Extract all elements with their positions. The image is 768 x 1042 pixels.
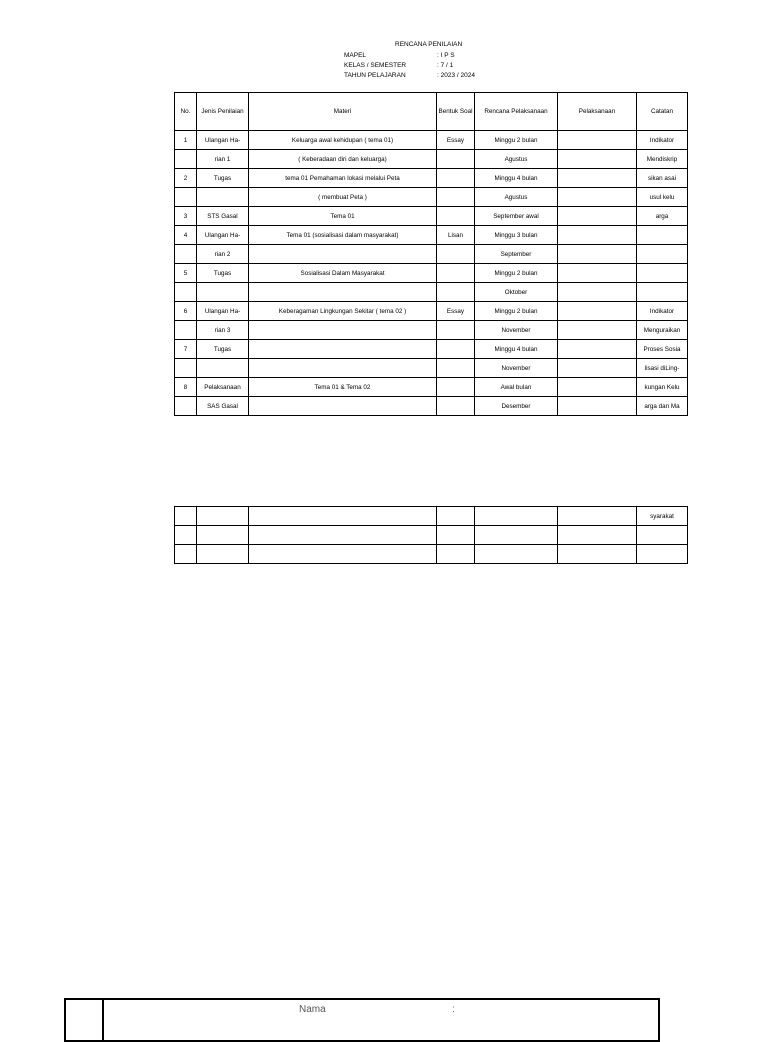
table-cell [637, 526, 688, 545]
table-cell [249, 283, 437, 302]
table-cell [558, 545, 637, 564]
document-title: RENCANA PENILAIAN [395, 41, 463, 48]
table-cell: Awal bulan [475, 378, 558, 397]
table-cell: Mendiskrip [637, 150, 688, 169]
table-cell [175, 507, 197, 526]
table-cell [197, 545, 249, 564]
table-cell [197, 526, 249, 545]
table-cell [437, 321, 475, 340]
column-header-pelaksanaan: Pelaksanaan [558, 93, 637, 131]
table-cell: Agustus [475, 150, 558, 169]
table-cell: Tugas [197, 264, 249, 283]
table-cell: Indikator [637, 131, 688, 150]
table-header-row [175, 93, 688, 131]
table-cell [558, 226, 637, 245]
table-cell [558, 302, 637, 321]
table-cell: Minggu 2 bulan [475, 131, 558, 150]
assessment-plan-table [174, 92, 688, 416]
table-cell: Minggu 2 bulan [475, 264, 558, 283]
table-cell [437, 283, 475, 302]
table-cell [558, 378, 637, 397]
table-cell [437, 378, 475, 397]
table-cell: Tugas [197, 340, 249, 359]
table-cell [197, 283, 249, 302]
table-cell [637, 245, 688, 264]
table-cell: tema 01 Pemahaman lokasi melalui Peta [249, 169, 437, 188]
table-cell: 6 [175, 302, 197, 321]
table-row [175, 507, 688, 526]
table-cell: Desember [475, 397, 558, 416]
table-cell [637, 283, 688, 302]
table-cell: Minggu 4 bulan [475, 340, 558, 359]
column-header-materi: Materi [249, 93, 437, 131]
table-cell: rian 1 [197, 150, 249, 169]
table-cell: Pelaksanaan [197, 378, 249, 397]
table-cell [175, 545, 197, 564]
table-cell: Sosialisasi Dalam Masyarakat [249, 264, 437, 283]
tahun-pelajaran-value: : 2023 / 2024 [437, 72, 475, 79]
column-header-bentuk-soal: Bentuk Soal [437, 93, 475, 131]
kelas-semester-value: : 7 / 1 [437, 62, 454, 69]
kelas-semester-label: KELAS / SEMESTER [344, 62, 407, 69]
table-cell [558, 321, 637, 340]
table-cell: Minggu 2 bulan [475, 302, 558, 321]
table-cell [558, 150, 637, 169]
table-cell [437, 169, 475, 188]
table-row [175, 545, 688, 564]
table-cell: SAS Gasal [197, 397, 249, 416]
name-colon: : [452, 1004, 455, 1015]
table-cell [175, 359, 197, 378]
table-cell: usul kelu [637, 188, 688, 207]
table-cell: ( Keberadaan diri dan keluarga) [249, 150, 437, 169]
table-cell: Menguraikan [637, 321, 688, 340]
column-header-catatan: Catatan [637, 93, 688, 131]
table-cell [437, 359, 475, 378]
table-cell: Tema 01 (sosialisasi dalam masyarakat) [249, 226, 437, 245]
table-cell [175, 150, 197, 169]
table-cell: Lisan [437, 226, 475, 245]
table-cell: Keberagaman Lingkungan Sekitar ( tema 02 ) [249, 302, 437, 321]
table-cell [249, 526, 437, 545]
table-body [175, 131, 688, 416]
table-cell: September awal [475, 207, 558, 226]
table-cell: 1 [175, 131, 197, 150]
table-cell: Ulangan Ha- [197, 302, 249, 321]
table-cell [558, 264, 637, 283]
table-cell [437, 545, 475, 564]
table-cell: rian 2 [197, 245, 249, 264]
table-cell [437, 150, 475, 169]
table-cell: November [475, 321, 558, 340]
table-cell [175, 526, 197, 545]
table-cell [249, 507, 437, 526]
table-cell [558, 188, 637, 207]
tahun-pelajaran-label: TAHUN PELAJARAN [344, 72, 406, 79]
table-cell [637, 264, 688, 283]
table-row [175, 207, 688, 226]
name-label: Nama [299, 1004, 326, 1015]
table-cell: sikan asai [637, 169, 688, 188]
table-cell: Ulangan Ha- [197, 131, 249, 150]
table-cell [558, 507, 637, 526]
table-cell [558, 340, 637, 359]
table-cell: Tema 01 [249, 207, 437, 226]
table-cell: Tugas [197, 169, 249, 188]
table-row [175, 359, 688, 378]
table-cell [475, 507, 558, 526]
table-row [175, 283, 688, 302]
table-cell: Agustus [475, 188, 558, 207]
table-cell: Proses Sosia [637, 340, 688, 359]
table-cell [249, 397, 437, 416]
table-row [175, 321, 688, 340]
table-cell: syarakat [637, 507, 688, 526]
table-cell [558, 526, 637, 545]
table-cell: Indikator [637, 302, 688, 321]
table-cell: Tema 01 & Tema 02 [249, 378, 437, 397]
continuation-table [174, 506, 688, 564]
table-cell: ( membuat Peta ) [249, 188, 437, 207]
table-cell [558, 397, 637, 416]
table-cell [637, 545, 688, 564]
table-cell: Minggu 4 bulan [475, 169, 558, 188]
table-row [175, 150, 688, 169]
mapel-label: MAPEL [344, 52, 367, 59]
table-cell: 5 [175, 264, 197, 283]
table-cell [637, 226, 688, 245]
column-header-jenis-penilaian: Jenis Penilaian [197, 93, 249, 131]
table-cell [249, 340, 437, 359]
continuation-table-body [175, 507, 688, 564]
table-row [175, 397, 688, 416]
table-cell [475, 526, 558, 545]
table-cell [197, 507, 249, 526]
column-header-no: No. [175, 93, 197, 131]
table-row [175, 378, 688, 397]
table-cell [437, 245, 475, 264]
table-cell [437, 264, 475, 283]
table-cell [197, 188, 249, 207]
table-cell: Essay [437, 302, 475, 321]
table-cell: 3 [175, 207, 197, 226]
table-cell [437, 188, 475, 207]
table-cell: Oktober [475, 283, 558, 302]
table-cell [558, 245, 637, 264]
table-cell [437, 397, 475, 416]
table-cell: Keluarga awal kehidupan ( tema 01) [249, 131, 437, 150]
table-row [175, 526, 688, 545]
table-cell [558, 131, 637, 150]
mapel-value: : I P S [437, 52, 455, 59]
table-cell [197, 359, 249, 378]
table-row [175, 302, 688, 321]
table-cell [175, 321, 197, 340]
table-row [175, 245, 688, 264]
table-cell [175, 188, 197, 207]
table-cell [558, 283, 637, 302]
signature-box-divider [102, 1000, 104, 1040]
table-cell [249, 321, 437, 340]
table-cell: September [475, 245, 558, 264]
signature-box [64, 998, 660, 1042]
table-cell [249, 545, 437, 564]
table-cell: rian 3 [197, 321, 249, 340]
table-cell: Ulangan Ha- [197, 226, 249, 245]
table-row [175, 131, 688, 150]
table-cell: 4 [175, 226, 197, 245]
table-cell: Essay [437, 131, 475, 150]
table-cell: STS Gasal [197, 207, 249, 226]
table-row [175, 169, 688, 188]
table-cell: Minggu 3 bulan [475, 226, 558, 245]
table-cell [249, 245, 437, 264]
table-cell [437, 526, 475, 545]
table-cell [249, 359, 437, 378]
table-row [175, 264, 688, 283]
table-cell: 7 [175, 340, 197, 359]
table-row [175, 226, 688, 245]
table-row [175, 340, 688, 359]
table-cell: kungan Kelu [637, 378, 688, 397]
table-cell: lisasi diLing- [637, 359, 688, 378]
table-cell [558, 359, 637, 378]
table-row [175, 188, 688, 207]
table-cell: November [475, 359, 558, 378]
table-cell: arga dan Ma [637, 397, 688, 416]
table-cell [475, 545, 558, 564]
table-cell [437, 207, 475, 226]
table-cell: arga [637, 207, 688, 226]
table-cell [175, 245, 197, 264]
table-cell [437, 340, 475, 359]
table-cell [175, 283, 197, 302]
column-header-rencana-pelaksanaan: Rencana Pelaksanaan [475, 93, 558, 131]
table-cell [175, 397, 197, 416]
table-cell: 2 [175, 169, 197, 188]
table-cell [437, 507, 475, 526]
table-cell [558, 169, 637, 188]
table-cell: 8 [175, 378, 197, 397]
table-cell [558, 207, 637, 226]
